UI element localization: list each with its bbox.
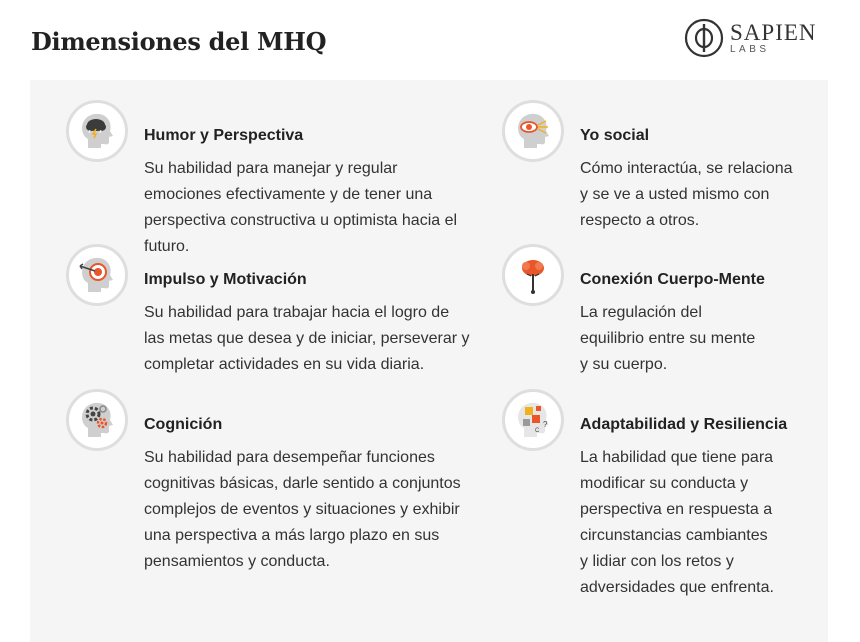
page-title: Dimensiones del MHQ xyxy=(31,27,327,56)
dimension-title: Cognición xyxy=(144,416,223,433)
dimension-description: La habilidad que tiene para modificar su conducta y perspectiva en respuesta a circunstancias cambiantes y lidiar con los retos y adversidades que enfrenta. xyxy=(580,449,774,596)
head-eye-icon xyxy=(502,100,564,162)
logo-wordmark: SAPIEN xyxy=(730,20,817,45)
sapien-labs-logo xyxy=(684,16,817,60)
dimension-title: Conexión Cuerpo-Mente xyxy=(580,271,765,288)
head-storm-cloud-icon xyxy=(66,100,128,162)
dimension-title: Humor y Perspectiva xyxy=(144,127,304,144)
dimension-title: Adaptabilidad y Resiliencia xyxy=(580,416,788,433)
head-gears-icon xyxy=(66,389,128,451)
dimension-description: Su habilidad para desempeñar funciones cognitivas básicas, darle sentido a conjuntos complejos de eventos y situaciones y exhibir una perspectiva a más largo plazo en sus pensamientos y conducta. xyxy=(144,449,461,570)
dimension-title: Impulso y Motivación xyxy=(144,271,307,288)
head-target-icon xyxy=(66,244,128,306)
dimension-title: Yo social xyxy=(580,127,650,144)
logo-subtitle: LABS xyxy=(730,44,770,55)
dimension-description: La regulación del equilibrio entre su mente y su cuerpo. xyxy=(580,304,756,373)
dimensions-panel xyxy=(30,80,828,642)
dimension-description: Su habilidad para manejar y regular emociones efectivamente y de tener una perspectiva constructiva u optimista hacia el futuro. xyxy=(144,160,458,255)
brain-spine-icon xyxy=(502,244,564,306)
head-letter-blocks-icon xyxy=(502,389,564,451)
dimension-description: Su habilidad para trabajar hacia el logro de las metas que desea y de iniciar, perseverar y completar actividades en su vida diaria. xyxy=(144,304,470,373)
dimension-description: Cómo interactúa, se relaciona y se ve a usted mismo con respecto a otros. xyxy=(580,160,793,229)
phi-circle-logo-icon xyxy=(684,18,724,58)
svg-text:C: C xyxy=(535,428,540,434)
svg-text:?: ? xyxy=(543,420,548,429)
